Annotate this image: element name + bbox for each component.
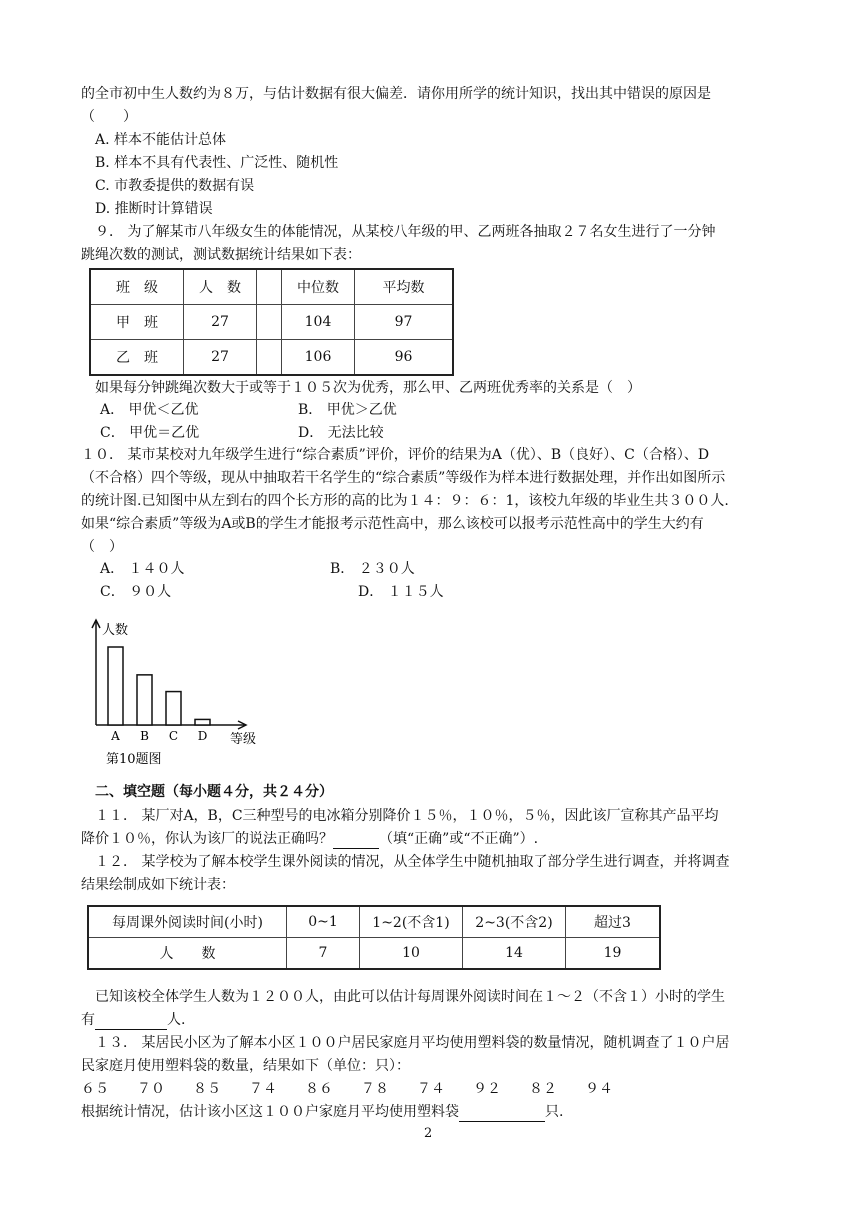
table-cell: 96 xyxy=(355,340,454,376)
q10-option-c: C． ９０人 xyxy=(100,584,172,600)
table-header-cell: 平均数 xyxy=(355,269,454,305)
q12-text-line-1: １２． 某学校为了解本校学生课外阅读的情况，从全体学生中随机抽取了部分学生进行调查，并将调查 xyxy=(95,854,730,870)
q12-text-line-4 xyxy=(81,1010,185,1030)
q9-question-line: 如果每分钟跳绳次数大于或等于１０５次为优秀，那么甲、乙两班优秀率的关系是（ ） xyxy=(95,380,641,396)
q12-table xyxy=(87,905,661,970)
table-cell: 乙 班 xyxy=(90,340,184,376)
table-cell: 27 xyxy=(184,305,257,340)
q10-text-line-4: 如果“综合素质”等级为A或B的学生才能报考示范性高中，那么该校可以报考示范性高中的学生大约有 xyxy=(81,516,704,532)
table-header-cell: 超过3 xyxy=(566,906,661,938)
q12-text-line-2: 结果绘制成如下统计表： xyxy=(81,877,235,893)
chart-caption: 第10题图 xyxy=(106,752,162,767)
table-cell: 人 数 xyxy=(88,938,287,970)
q10-option-b: B． ２３０人 xyxy=(330,561,415,577)
table-cell xyxy=(257,340,282,376)
q10-text-line-2: （不合格）四个等级，现从中抽取若干名学生的“综合素质”等级作为样本进行数据处理，并作出如图所示 xyxy=(81,470,726,486)
q13-text-line-3 xyxy=(81,1102,563,1122)
bar-A xyxy=(108,647,123,725)
q8-option-a: A. 样本不能估计总体 xyxy=(95,132,227,148)
y-axis-label: 人数 xyxy=(102,623,129,638)
q13-text-line-1: １３． 某居民小区为了解本小区１００户居民家庭月平均使用塑料袋的数量情况，随机调查了１０户居 xyxy=(95,1035,730,1051)
table-cell: 104 xyxy=(282,305,355,340)
table-cell: 97 xyxy=(355,305,454,340)
q13-answer-blank[interactable] xyxy=(459,1105,545,1122)
table-header-cell: 每周课外阅读时间(小时) xyxy=(88,906,287,938)
q11-text-pre: 降价１０％，你认为该厂的说法正确吗？ xyxy=(81,831,333,847)
q12-text-line-3: 已知该校全体学生人数为１２００人，由此可以估计每周课外阅读时间在１～２（不含１）小时的学生 xyxy=(95,989,725,1005)
table-header-row xyxy=(88,906,660,938)
q8-answer-bracket: （ ） xyxy=(81,109,137,125)
q10-option-d: D． １１５人 xyxy=(358,584,444,600)
table-cell: 14 xyxy=(463,938,566,970)
q10-bar-chart xyxy=(84,612,264,772)
table-header-cell xyxy=(257,269,282,305)
q9-option-a: A． 甲优＜乙优 xyxy=(100,402,199,418)
bar-C xyxy=(166,692,181,725)
category-label: B xyxy=(140,729,149,743)
q11-text-post: （填“正确”或“不正确”）. xyxy=(379,831,539,847)
q12-text-post: 人. xyxy=(167,1012,186,1028)
table-header-cell: 2~3(不含2) xyxy=(463,906,566,938)
table-header-cell: 人 数 xyxy=(184,269,257,305)
category-label: D xyxy=(197,729,208,743)
category-label: C xyxy=(168,729,179,743)
q10-answer-bracket: （ ） xyxy=(81,539,123,555)
q9-text-line-2: 跳绳次数的测试，测试数据统计结果如下表： xyxy=(81,247,361,263)
q10-option-a: A． １４０人 xyxy=(100,561,185,577)
q8-option-b: B. 样本不具有代表性、广泛性、随机性 xyxy=(95,155,339,171)
q13-data-values: ６５ ７０ ８５ ７４ ８６ ７８ ７４ ９２ ８２ ９４ xyxy=(81,1081,613,1097)
q11-text-line-1: １１． 某厂对A，B，C三种型号的电冰箱分别降价１５％，１０％，５％，因此该厂宣称其产品平均 xyxy=(95,808,719,824)
q9-option-d: D． 无法比较 xyxy=(298,425,384,441)
table-header-cell: 中位数 xyxy=(282,269,355,305)
q11-answer-blank[interactable] xyxy=(333,832,379,849)
table-cell xyxy=(257,305,282,340)
q11-text-line-2 xyxy=(81,829,538,849)
q10-text-line-3: 的统计图.已知图中从左到右的四个长方形的高的比为１４：９：６：1，该校九年级的毕业生共３００人. xyxy=(81,493,729,509)
table-header-cell: 班 级 xyxy=(90,269,184,305)
q8-text-line-1: 的全市初中生人数约为８万，与估计数据有很大偏差．请你用所学的统计知识，找出其中错误的原因是 xyxy=(81,86,711,102)
table-cell: 10 xyxy=(360,938,463,970)
table-cell: 19 xyxy=(566,938,661,970)
table-cell: 106 xyxy=(282,340,355,376)
table-cell: 7 xyxy=(287,938,360,970)
table-row xyxy=(88,938,660,970)
q8-option-c: C. 市教委提供的数据有误 xyxy=(95,178,255,194)
table-header-cell: 0~1 xyxy=(287,906,360,938)
bar-B xyxy=(137,675,152,725)
category-label: A xyxy=(111,729,120,743)
table-header-row xyxy=(90,269,453,305)
q10-text-line-1: １０． 某市某校对九年级学生进行“综合素质”评价，评价的结果为A（优）、B（良好）、C（合格）、D xyxy=(81,447,710,463)
bar-D xyxy=(195,719,210,725)
q12-answer-blank[interactable] xyxy=(95,1013,167,1030)
page-number: 2 xyxy=(424,1126,433,1141)
q9-option-c: C． 甲优＝乙优 xyxy=(100,425,200,441)
q9-option-b: B． 甲优＞乙优 xyxy=(298,402,397,418)
q8-option-d: D. 推断时计算错误 xyxy=(95,201,213,217)
q13-text-line-2: 民家庭月使用塑料袋的数量，结果如下（单位：只）： xyxy=(81,1058,410,1074)
q9-text-line-1: ９． 为了解某市八年级女生的体能情况，从某校八年级的甲、乙两班各抽取２７名女生进行了一分钟 xyxy=(95,224,716,240)
section-2-heading: 二、填空题（每小题４分，共２４分） xyxy=(95,784,333,800)
table-row xyxy=(90,340,453,376)
table-cell: 甲 班 xyxy=(90,305,184,340)
table-row xyxy=(90,305,453,340)
x-axis-label: 等级 xyxy=(230,732,257,747)
table-header-cell: 1~2(不含1) xyxy=(360,906,463,938)
table-cell: 27 xyxy=(184,340,257,376)
q9-table xyxy=(89,268,454,376)
q12-text-pre: 有 xyxy=(81,1012,95,1028)
q13-text-pre: 根据统计情况，估计该小区这１００户家庭月平均使用塑料袋 xyxy=(81,1104,459,1120)
q13-text-post: 只. xyxy=(545,1104,564,1120)
